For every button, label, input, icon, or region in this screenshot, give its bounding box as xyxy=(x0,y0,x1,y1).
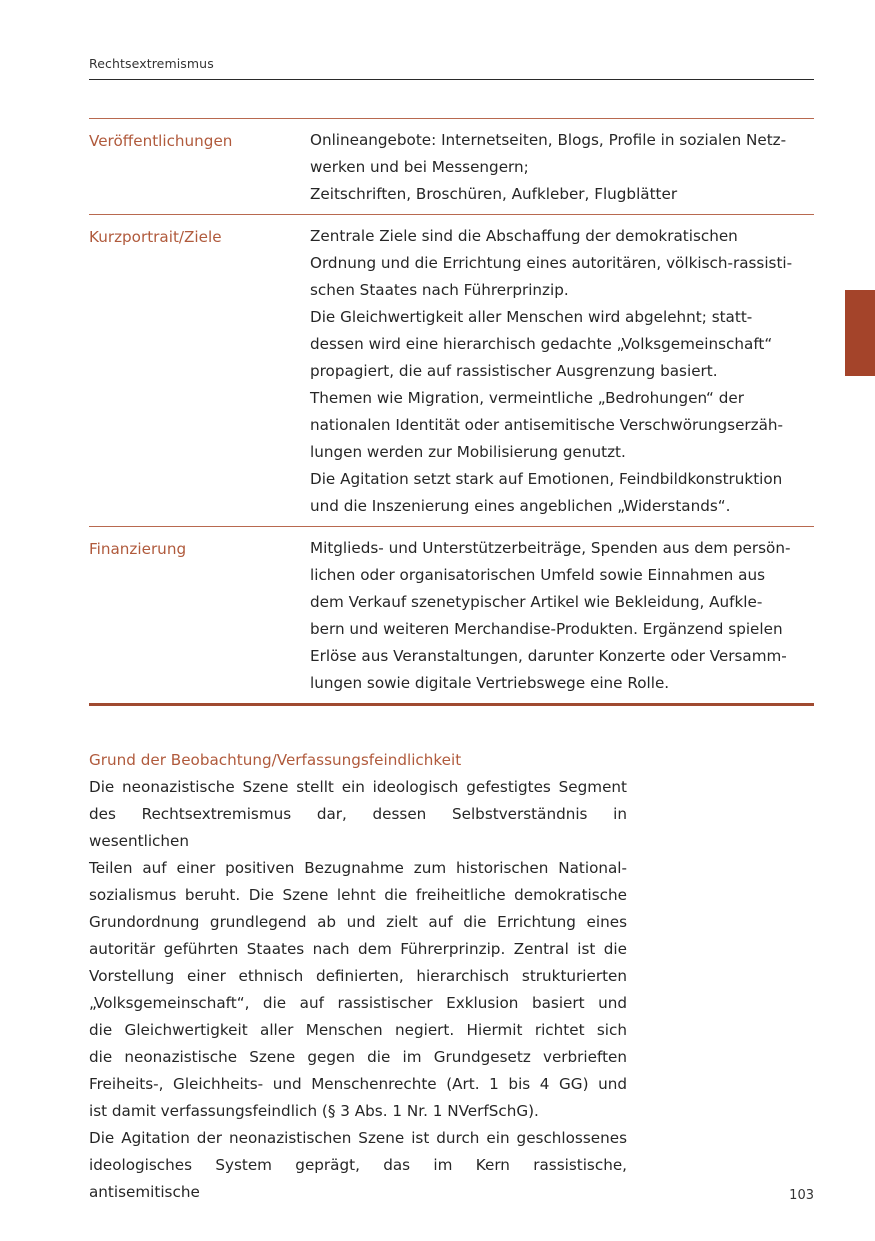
section-observation-grounds xyxy=(89,747,627,1206)
info-table xyxy=(89,118,814,706)
table-row-publications xyxy=(89,119,814,214)
text-line: werken und bei Messengern; xyxy=(310,158,529,176)
text-line: Die Agitation setzt stark auf Emotionen, Feindbildkonstruktion xyxy=(310,470,783,488)
table-bottom-rule xyxy=(89,703,814,706)
section-body xyxy=(89,774,627,1206)
header-rule xyxy=(89,79,814,80)
text-line: Freiheits-, Gleichheits- und Menschenrechte (Art. 1 bis 4 GG) und xyxy=(89,1075,627,1093)
row-body xyxy=(310,223,814,520)
text-line: des Rechtsextremismus dar, dessen Selbstverständnis in wesentlichen xyxy=(89,805,627,850)
text-line: Themen wie Migration, vermeintliche „Bedrohungen“ der xyxy=(310,389,744,407)
text-line: Zeitschriften, Broschüren, Aufkleber, Flugblätter xyxy=(310,185,678,203)
text-line: schen Staates nach Führerprinzip. xyxy=(310,281,569,299)
text-line: lichen oder organisatorischen Umfeld sowie Einnahmen aus xyxy=(310,566,765,584)
running-header: Rechtsextremismus xyxy=(89,56,214,71)
text-line: propagiert, die auf rassistischer Ausgrenzung basiert. xyxy=(310,362,718,380)
row-body xyxy=(310,127,814,208)
text-line: Grundordnung grundlegend ab und zielt auf die Errichtung eines xyxy=(89,913,627,931)
text-line: und die Inszenierung eines angeblichen „Widerstands“. xyxy=(310,497,731,515)
text-line: „Volksgemeinschaft“, die auf rassistischer Exklusion basiert und xyxy=(89,994,627,1012)
text-line: Teilen auf einer positiven Bezugnahme zum historischen National- xyxy=(89,859,627,877)
text-line: Die neonazistische Szene stellt ein ideologisch gefestigtes Segment xyxy=(89,778,627,796)
text-line: lungen werden zur Mobilisierung genutzt. xyxy=(310,443,626,461)
text-line: die Gleichwertigkeit aller Menschen negiert. Hiermit richtet sich xyxy=(89,1021,627,1039)
text-line: sozialismus beruht. Die Szene lehnt die freiheitliche demokratische xyxy=(89,886,627,904)
text-line: Ordnung und die Errichtung eines autoritären, völkisch-rassisti- xyxy=(310,254,793,272)
row-label: Veröffentlichungen xyxy=(89,132,233,150)
text-line: Mitglieds- und Unterstützerbeiträge, Spenden aus dem persön- xyxy=(310,539,791,557)
text-line: die neonazistische Szene gegen die im Grundgesetz verbrieften xyxy=(89,1048,627,1066)
chapter-tab-marker xyxy=(845,290,875,376)
text-line-paragraph-end: ist damit verfassungsfeindlich (§ 3 Abs. 1 Nr. 1 NVerfSchG). xyxy=(89,1102,539,1120)
section-heading: Grund der Beobachtung/Verfassungsfeindlichkeit xyxy=(89,751,462,769)
text-line: Onlineangebote: Internetseiten, Blogs, Profile in sozialen Netz- xyxy=(310,131,787,149)
row-label: Finanzierung xyxy=(89,540,187,558)
text-line: Erlöse aus Veranstaltungen, darunter Konzerte oder Versamm- xyxy=(310,647,787,665)
text-line: lungen sowie digitale Vertriebswege eine Rolle. xyxy=(310,674,670,692)
text-line: Zentrale Ziele sind die Abschaffung der demokratischen xyxy=(310,227,738,245)
row-body xyxy=(310,535,814,697)
text-line: dem Verkauf szenetypischer Artikel wie Bekleidung, Aufkle- xyxy=(310,593,763,611)
text-line: bern und weiteren Merchandise-Produkten. Ergänzend spielen xyxy=(310,620,783,638)
text-line: Die Agitation der neonazistischen Szene ist durch ein geschlossenes xyxy=(89,1129,627,1147)
table-row-profile-goals xyxy=(89,215,814,526)
page-number: 103 xyxy=(789,1188,814,1203)
text-line: dessen wird eine hierarchisch gedachte „Volksgemeinschaft“ xyxy=(310,335,773,353)
row-label: Kurzportrait/Ziele xyxy=(89,228,222,246)
text-line: Vorstellung einer ethnisch definierten, hierarchisch strukturierten xyxy=(89,967,627,985)
table-row-financing xyxy=(89,527,814,703)
text-line: autoritär geführten Staates nach dem Führerprinzip. Zentral ist die xyxy=(89,940,627,958)
text-line: nationalen Identität oder antisemitische Verschwörungserzäh- xyxy=(310,416,784,434)
text-line: ideologisches System geprägt, das im Kern rassistische, antisemitische xyxy=(89,1156,627,1201)
text-line: Die Gleichwertigkeit aller Menschen wird abgelehnt; statt- xyxy=(310,308,753,326)
